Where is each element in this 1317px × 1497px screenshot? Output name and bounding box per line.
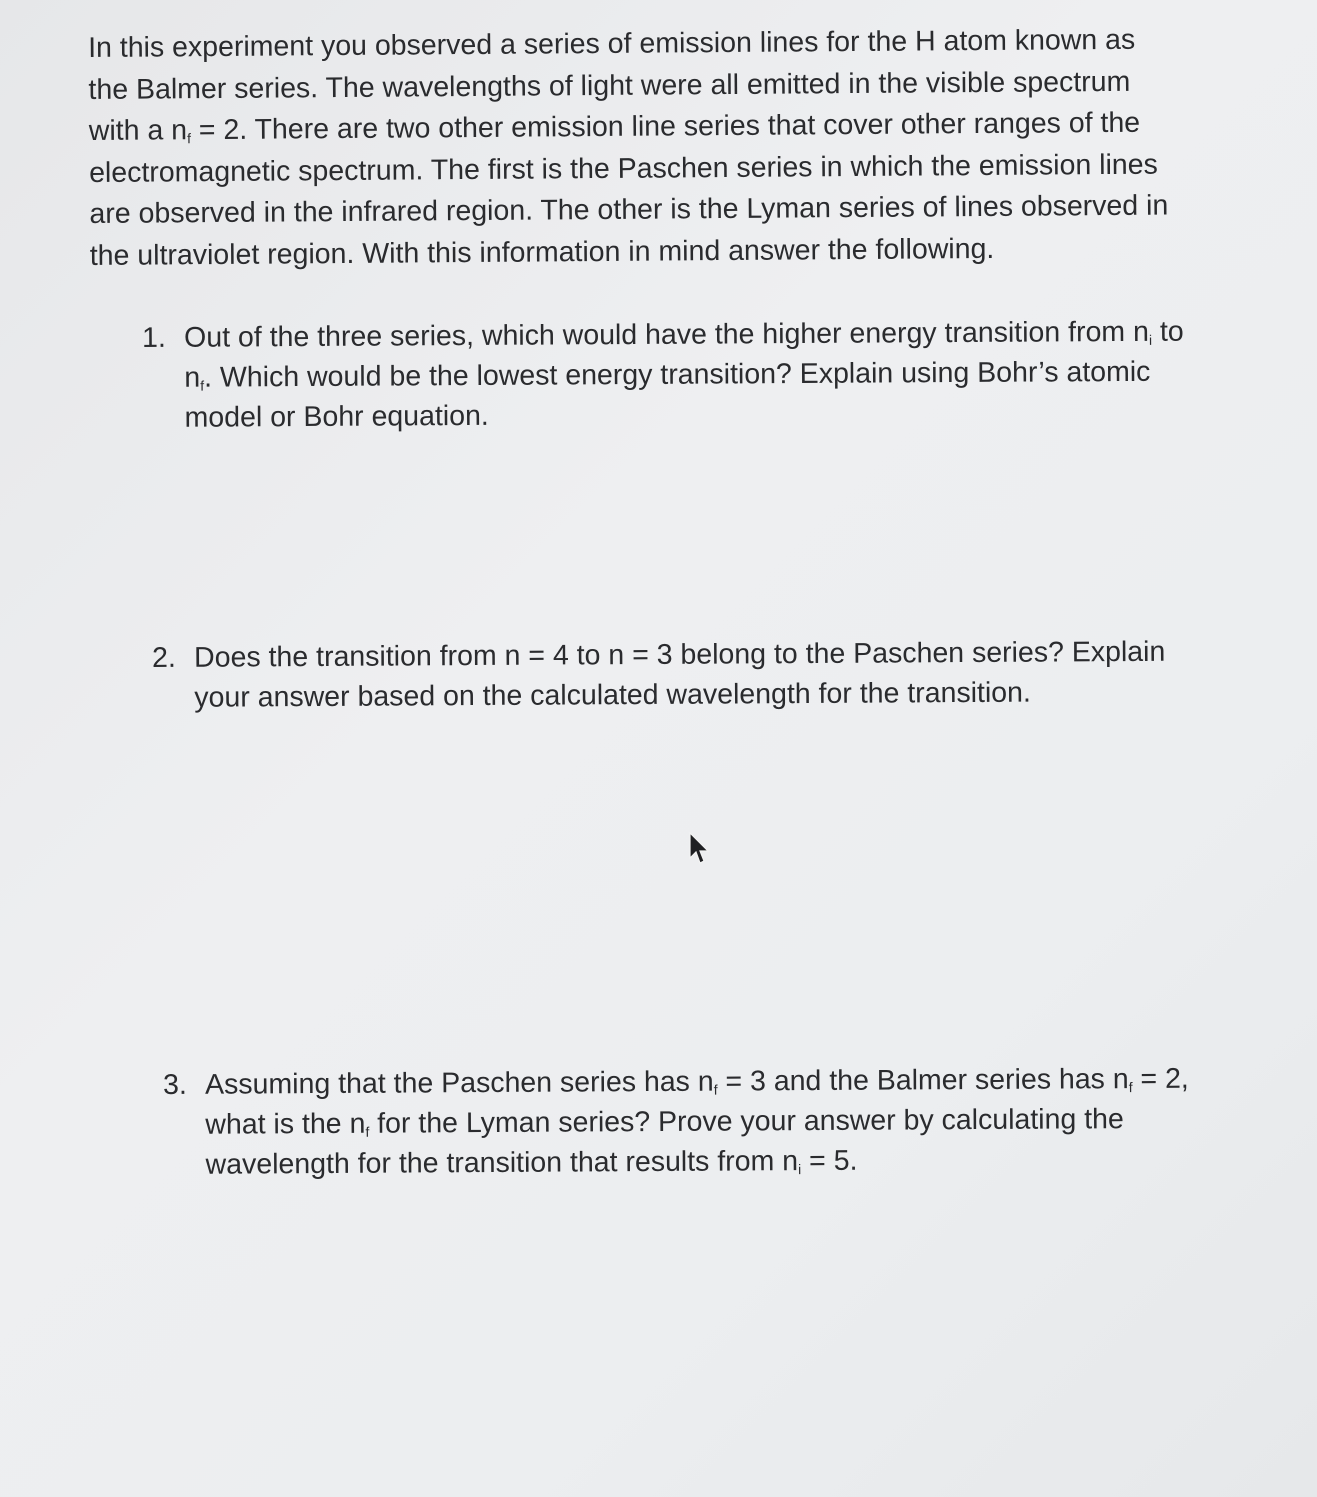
question-line: Out of the three series, which would have the higher energy transition from $n_i$ to [184, 315, 1184, 354]
intro-paragraph [88, 19, 1290, 277]
intro-line: with a $n_f = 2$. There are two other emission line series that cover other ranges of the [88, 106, 1141, 147]
question-1 [142, 312, 1184, 438]
question-number: 1. [142, 321, 167, 354]
intro-line: the Balmer series. The wavelengths of light were all emitted in the visible spectrum [88, 65, 1131, 106]
subscript: f [200, 377, 205, 394]
subscript: i [1148, 331, 1153, 348]
subscript: f [187, 130, 192, 147]
intro-line: are observed in the infrared region. The other is the Lyman series of lines observed in [89, 189, 1169, 230]
question-line: what is the $n_f$ for the Lyman series? Prove your answer by calculating the [205, 1103, 1124, 1141]
question-2 [152, 632, 1166, 718]
question-number: 3. [163, 1068, 188, 1101]
subscript: f [365, 1123, 370, 1140]
subscript: f [713, 1081, 718, 1098]
mouse-pointer-icon [688, 832, 710, 866]
intro-line: the ultraviolet region. With this information in mind answer the following. [89, 232, 995, 272]
question-3 [163, 1059, 1189, 1185]
subscript: f [1128, 1079, 1133, 1096]
question-line: $n_f$. Which would be the lowest energy transition? Explain using Bohr’s atomic [184, 355, 1151, 394]
intro-line: electromagnetic spectrum. The first is the Paschen series in which the emission lines [89, 148, 1158, 189]
question-line: model or Bohr equation. [184, 399, 489, 434]
intro-line: In this experiment you observed a series of emission lines for the H atom known as [88, 23, 1136, 64]
question-line: Does the transition from n = 4 to n = 3 belong to the Paschen series? Explain [194, 635, 1166, 674]
subscript: i [798, 1161, 802, 1178]
question-number: 2. [152, 641, 177, 674]
question-line: wavelength for the transition that results from $n_i = 5$. [205, 1144, 858, 1181]
question-line: Assuming that the Paschen series has $n_f = 3$ and the Balmer series has $n_f = 2$, [205, 1062, 1189, 1101]
question-line: your answer based on the calculated wavelength for the transition. [194, 676, 1031, 714]
